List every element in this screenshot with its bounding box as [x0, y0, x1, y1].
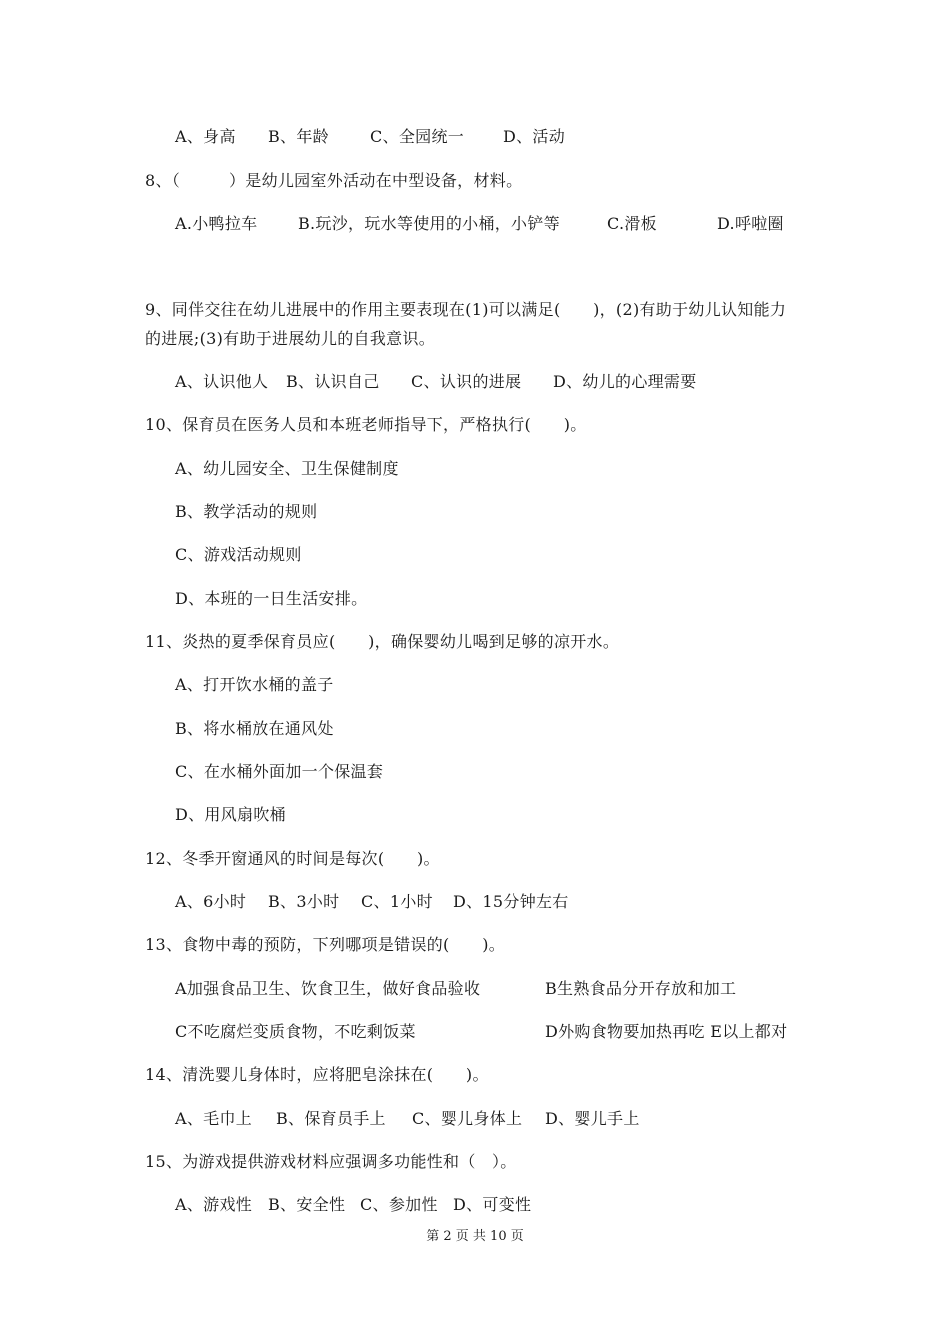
q13-option-d: D外购食物要加热再吃 E以上都对	[545, 1022, 788, 1041]
q11-option-d: D、用风扇吹桶	[175, 805, 286, 824]
q14-option-a: A、毛巾上	[175, 1109, 253, 1128]
q15-question: 15、为游戏提供游戏材料应强调多功能性和（ ）。	[145, 1152, 517, 1171]
q10-option-b: B、教学活动的规则	[175, 502, 318, 521]
q12-option-a: A、6小时	[175, 892, 247, 911]
q12-option-c: C、1小时	[361, 892, 433, 911]
q7-option-a: A、身高	[175, 127, 236, 146]
q14-option-b: B、保育员手上	[276, 1109, 386, 1128]
q8-option-c: C.滑板	[607, 214, 657, 233]
q7-option-c: C、全园统一	[370, 127, 465, 146]
q8-option-d: D.呼啦圈	[717, 214, 784, 233]
q15-option-d: D、可变性	[453, 1195, 532, 1214]
q12-question: 12、冬季开窗通风的时间是每次( )。	[145, 849, 440, 868]
q12-option-b: B、3小时	[268, 892, 340, 911]
q11-option-c: C、在水桶外面加一个保温套	[175, 762, 384, 781]
q8-option-b: B.玩沙，玩水等使用的小桶，小铲等	[298, 214, 560, 233]
q10-option-a: A、幼儿园安全、卫生保健制度	[175, 459, 399, 478]
q8-question: 8、（ ）是幼儿园室外活动在中型设备，材料。	[145, 171, 523, 190]
q7-option-d: D、活动	[503, 127, 566, 146]
q10-option-c: C、游戏活动规则	[175, 545, 302, 564]
q11-option-a: A、打开饮水桶的盖子	[175, 675, 334, 694]
q15-option-c: C、参加性	[360, 1195, 438, 1214]
q14-question: 14、清洗婴儿身体时，应将肥皂涂抹在( )。	[145, 1065, 489, 1084]
q10-option-d: D、本班的一日生活安排。	[175, 589, 368, 608]
q10-question: 10、保育员在医务人员和本班老师指导下，严格执行( )。	[145, 415, 587, 434]
page-number: 第 2 页 共 10 页	[426, 1229, 524, 1244]
q9-option-c: C、认识的进展	[411, 372, 522, 391]
q9-question-line2: 的进展;(3)有助于进展幼儿的自我意识。	[145, 329, 436, 348]
q9-question-line1: 9、同伴交往在幼儿进展中的作用主要表现在(1)可以满足( )，(2)有助于幼儿认知能力	[145, 300, 787, 319]
q7-option-b: B、年龄	[268, 127, 329, 146]
q13-option-c: C不吃腐烂变质食物，不吃剩饭菜	[175, 1022, 416, 1041]
q15-option-b: B、安全性	[268, 1195, 346, 1214]
q15-option-a: A、游戏性	[175, 1195, 253, 1214]
q13-option-b: B生熟食品分开存放和加工	[545, 979, 737, 998]
q11-option-b: B、将水桶放在通风处	[175, 719, 334, 738]
q13-option-a: A加强食品卫生、饮食卫生，做好食品验收	[175, 979, 481, 998]
q9-option-d: D、幼儿的心理需要	[553, 372, 697, 391]
q13-question: 13、食物中毒的预防，下列哪项是错误的( )。	[145, 935, 506, 954]
q14-option-d: D、婴儿手上	[545, 1109, 640, 1128]
q14-option-c: C、婴儿身体上	[412, 1109, 523, 1128]
q12-option-d: D、15分钟左右	[453, 892, 569, 911]
q8-option-a: A.小鸭拉车	[175, 214, 258, 233]
q9-option-b: B、认识自己	[286, 372, 380, 391]
q9-option-a: A、认识他人	[175, 372, 269, 391]
q11-question: 11、炎热的夏季保育员应( )，确保婴幼儿喝到足够的凉开水。	[145, 632, 620, 651]
